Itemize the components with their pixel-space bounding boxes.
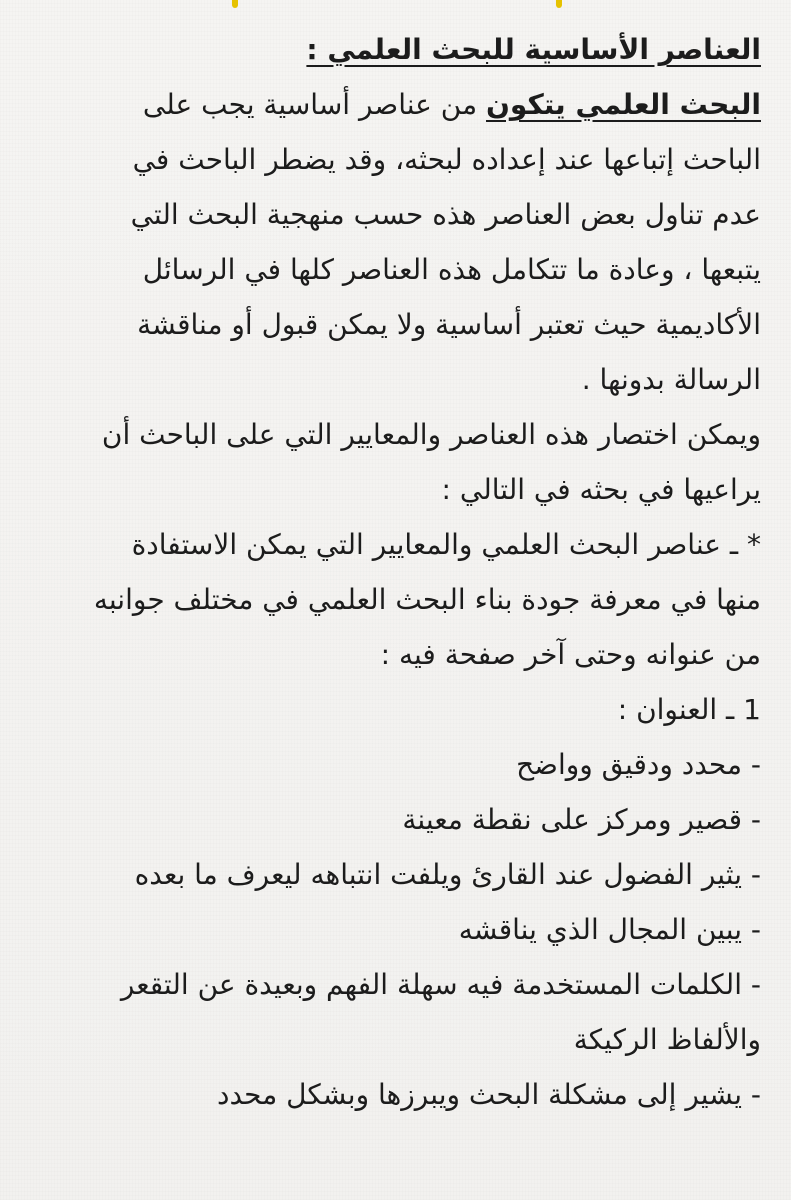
document-title: العناصر الأساسية للبحث العلمي : (306, 33, 761, 66)
bullet-item: - الكلمات المستخدمة فيه سهلة الفهم وبعيدة عن التقعر (120, 968, 761, 1001)
summary-line: ويمكن اختصار هذه العناصر والمعايير التي على الباحث أن (101, 418, 761, 451)
summary-line: يراعيها في بحثه في التالي : (441, 473, 761, 506)
star-item-line: * ـ عناصر البحث العلمي والمعايير التي يمكن الاستفادة (131, 528, 761, 561)
intro-line: يتبعها ، وعادة ما تتكامل هذه العناصر كلها في الرسائل (142, 253, 761, 286)
section-title: 1 ـ العنوان : (617, 693, 761, 726)
bullet-item: - يثير الفضول عند القارئ ويلفت انتباهه ليعرف ما بعده (134, 858, 761, 891)
intro-line: الباحث إتباعها عند إعداده لبحثه، وقد يضطر الباحث في (132, 143, 761, 176)
bullet-item: - قصير ومركز على نقطة معينة (402, 803, 761, 836)
bullet-item-continuation: والألفاظ الركيكة (573, 1023, 761, 1056)
intro-line-rest: من عناصر أساسية يجب على (142, 88, 487, 121)
star-item-line: منها في معرفة جودة بناء البحث العلمي في مختلف جوانبه (93, 583, 761, 616)
top-edge-mark (232, 0, 238, 8)
intro-line: الأكاديمية حيث تعتبر أساسية ولا يمكن قبول أو مناقشة (137, 308, 761, 341)
intro-lead: البحث العلمي يتكون (486, 88, 761, 121)
document-body (22, 22, 761, 1122)
intro-line: عدم تناول بعض العناصر هذه حسب منهجية البحث التي (130, 198, 761, 231)
star-item-line: من عنوانه وحتى آخر صفحة فيه : (380, 638, 761, 671)
intro-line: الرسالة بدونها . (581, 363, 761, 396)
bullet-item: - محدد ودقيق وواضح (516, 748, 761, 781)
bullet-item: - يشير إلى مشكلة البحث ويبرزها وبشكل محدد (216, 1078, 761, 1111)
bullet-item: - يبين المجال الذي يناقشه (458, 913, 761, 946)
top-edge-mark (556, 0, 562, 8)
intro-line (22, 77, 761, 132)
